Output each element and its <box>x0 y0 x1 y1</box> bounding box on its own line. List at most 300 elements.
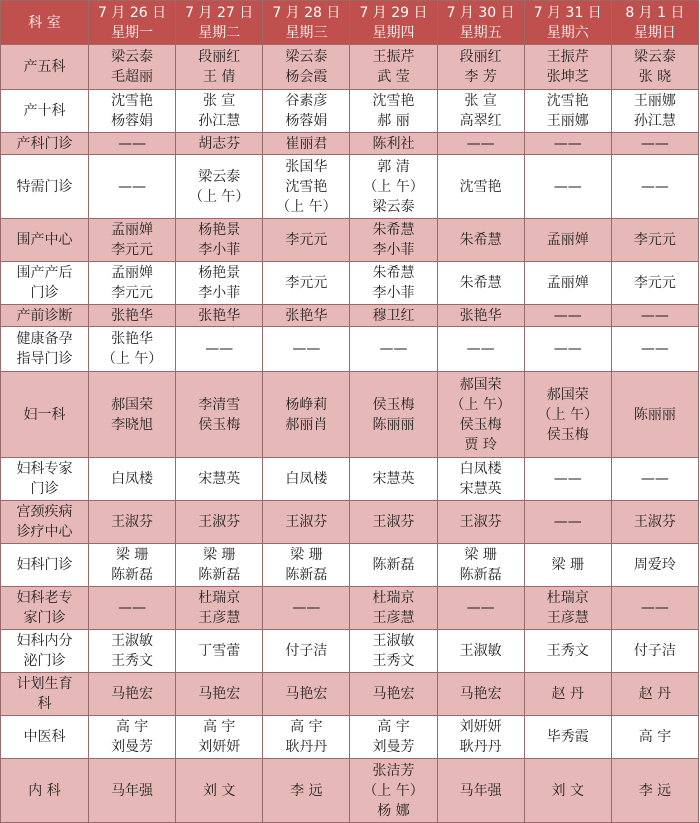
staff-name-line: 李小菲 <box>198 285 241 301</box>
dept-cell <box>1 673 89 716</box>
staff-name-line: —— <box>292 600 321 616</box>
dept-cell <box>1 501 89 544</box>
duty-cell <box>611 155 698 219</box>
duty-cell <box>350 45 437 90</box>
staff-name-line: 高 宇 <box>638 729 672 745</box>
duty-cell <box>524 759 611 823</box>
dept-cell <box>1 716 89 759</box>
duty-cell <box>437 45 524 90</box>
dept-name-line: 泌门诊 <box>23 653 66 669</box>
day-header <box>89 1 176 45</box>
duty-cell <box>524 219 611 262</box>
staff-name-line: 梁 珊 <box>202 547 236 563</box>
staff-name-line: 李元元 <box>111 242 154 258</box>
duty-cell <box>524 544 611 587</box>
duty-cell <box>611 458 698 501</box>
schedule-row <box>1 501 699 544</box>
staff-name-line: 刘曼芳 <box>372 739 415 755</box>
dept-column-header: 科 室 <box>1 1 89 45</box>
dept-cell <box>1 587 89 630</box>
duty-cell <box>437 501 524 544</box>
duty-cell <box>611 262 698 305</box>
staff-name-line: 侯玉梅 <box>546 426 589 443</box>
duty-cell <box>176 327 263 372</box>
staff-name-line: 孟丽婵 <box>111 265 154 281</box>
duty-cell <box>176 90 263 133</box>
schedule-row <box>1 327 699 372</box>
duty-cell <box>350 544 437 587</box>
staff-name-line: 陈新磊 <box>459 567 502 583</box>
staff-name-line: 丁雪蕾 <box>198 643 241 659</box>
duty-cell <box>524 458 611 501</box>
dept-cell <box>1 219 89 262</box>
duty-cell <box>89 372 176 458</box>
schedule-row <box>1 219 699 262</box>
staff-name-line: 李元元 <box>285 275 328 291</box>
dept-name-line: 中医科 <box>23 729 66 745</box>
staff-name-line: 沈雪艳 <box>459 178 502 195</box>
staff-name-line: 张艳华 <box>111 307 154 324</box>
staff-name-line: 张艳华 <box>459 307 502 324</box>
duty-cell <box>89 501 176 544</box>
duty-cell <box>176 45 263 90</box>
staff-name-line: 王振芹 <box>372 49 415 65</box>
dept-cell <box>1 90 89 133</box>
staff-name-line: 马年强 <box>459 782 502 799</box>
duty-cell <box>524 45 611 90</box>
staff-name-line: 耿丹丹 <box>285 739 328 755</box>
staff-name-line: 杨蓉娟 <box>111 113 154 129</box>
dept-name-line: 特需门诊 <box>16 178 73 195</box>
schedule-row <box>1 45 699 90</box>
staff-name-line: 郝 丽 <box>377 113 410 129</box>
staff-name-line: 孙江慧 <box>633 113 676 129</box>
staff-name-line: 付子洁 <box>633 643 676 659</box>
staff-name-line: 张 宣 <box>202 93 236 109</box>
staff-name-line: 侯玉梅 <box>372 396 415 413</box>
duty-cell <box>350 630 437 673</box>
staff-name-line: 王 倩 <box>202 69 236 85</box>
staff-name-line: 王丽娜 <box>546 113 589 129</box>
staff-name-line: 侯玉梅 <box>198 416 241 433</box>
duty-cell <box>263 673 350 716</box>
dept-name-line: 产前诊断 <box>16 307 73 324</box>
staff-name-line: 孟丽婵 <box>546 275 589 291</box>
staff-name-line: 高 宇 <box>115 719 149 735</box>
dept-name-line: 健康备孕 <box>16 331 73 347</box>
staff-name-line: 张艳华 <box>111 331 154 347</box>
day-weekday: 星期五 <box>459 24 502 41</box>
dept-name-line: 产五科 <box>23 59 66 75</box>
duty-cell <box>89 587 176 630</box>
staff-name-line: 王淑敏 <box>372 633 415 649</box>
staff-name-line: 张艳华 <box>198 307 241 324</box>
staff-name-line: 张艳华 <box>285 307 328 324</box>
staff-name-line: 孟丽婵 <box>111 222 154 238</box>
staff-name-line: 张 宣 <box>464 93 497 109</box>
staff-name-line: —— <box>379 341 408 357</box>
staff-name-line: 马艳宏 <box>198 686 241 702</box>
dept-cell <box>1 305 89 327</box>
staff-name-line: 白凤楼 <box>285 471 328 487</box>
staff-name-line: 杨蓉娟 <box>285 113 328 129</box>
duty-cell <box>263 587 350 630</box>
staff-name-line: 王淑芬 <box>633 514 676 530</box>
duty-cell <box>611 716 698 759</box>
duty-cell <box>350 219 437 262</box>
staff-name-line: 周爱玲 <box>633 557 676 573</box>
duty-cell <box>176 673 263 716</box>
duty-cell <box>437 155 524 219</box>
duty-cell <box>350 587 437 630</box>
day-date: 7 月 26 日 <box>98 4 167 21</box>
duty-cell <box>437 544 524 587</box>
duty-cell <box>263 716 350 759</box>
staff-name-line: 王淑芬 <box>459 514 502 530</box>
duty-cell <box>524 262 611 305</box>
duty-cell <box>437 587 524 630</box>
staff-name-line: 沈雪艳 <box>285 178 328 195</box>
duty-cell <box>89 458 176 501</box>
duty-cell <box>611 45 698 90</box>
dept-name-line: 妇科门诊 <box>16 557 73 573</box>
schedule-row <box>1 759 699 823</box>
staff-name-line: 李元元 <box>111 285 154 301</box>
duty-cell <box>176 630 263 673</box>
duty-cell <box>89 133 176 155</box>
staff-name-line: 郝国荣 <box>111 396 154 413</box>
duty-cell <box>524 501 611 544</box>
staff-name-line: 高翠红 <box>459 113 502 129</box>
staff-name-line: 杨峥莉 <box>285 396 328 413</box>
duty-cell <box>89 155 176 219</box>
schedule-row <box>1 372 699 458</box>
staff-name-line: —— <box>118 600 147 616</box>
dept-name-line: 计划生育 <box>16 676 73 692</box>
staff-name-line: 李 远 <box>290 782 323 799</box>
staff-name-line: 梁云泰 <box>198 168 241 185</box>
staff-name-line: 杨艳景 <box>198 222 241 238</box>
staff-name-line: 王秀文 <box>546 643 589 659</box>
day-weekday: 星期六 <box>546 24 589 41</box>
duty-cell <box>263 155 350 219</box>
staff-name-line: 马艳宏 <box>111 686 154 702</box>
duty-cell <box>176 262 263 305</box>
staff-name-line: 李小菲 <box>372 285 415 301</box>
day-weekday: 星期一 <box>111 24 154 41</box>
staff-name-line: 刘妍妍 <box>459 719 502 735</box>
staff-name-line: 高 宇 <box>377 719 410 735</box>
dept-cell <box>1 45 89 90</box>
duty-cell <box>611 587 698 630</box>
staff-name-line: 梁 珊 <box>464 547 497 563</box>
day-date: 7 月 31 日 <box>533 4 602 21</box>
staff-name-line: 陈丽丽 <box>633 406 676 423</box>
staff-name-line: 刘 文 <box>551 782 584 799</box>
day-date: 7 月 28 日 <box>272 4 341 21</box>
staff-name-line: 侯玉梅 <box>459 416 502 433</box>
staff-name-line: 王淑芬 <box>285 514 328 530</box>
staff-name-line: 王振芹 <box>546 49 589 65</box>
staff-name-line: 崔丽君 <box>285 135 328 152</box>
duty-cell <box>176 587 263 630</box>
duty-cell <box>437 305 524 327</box>
duty-cell <box>89 327 176 372</box>
staff-name-line: —— <box>466 135 495 152</box>
duty-cell <box>524 587 611 630</box>
dept-cell <box>1 458 89 501</box>
staff-name-line: 张洁芳 <box>372 762 415 779</box>
duty-cell <box>89 262 176 305</box>
duty-cell <box>263 458 350 501</box>
staff-name-line: 陈新磊 <box>285 567 328 583</box>
duty-cell <box>350 716 437 759</box>
dept-name-line: 妇科老专 <box>16 590 73 606</box>
staff-name-line: 李小菲 <box>372 242 415 258</box>
duty-cell <box>611 673 698 716</box>
duty-cell <box>350 133 437 155</box>
duty-cell <box>350 262 437 305</box>
duty-cell <box>350 759 437 823</box>
duty-cell <box>524 716 611 759</box>
staff-name-line: 李元元 <box>633 232 676 248</box>
dept-cell <box>1 372 89 458</box>
duty-cell <box>437 716 524 759</box>
dept-name-line: 科 <box>37 696 52 712</box>
staff-name-line: —— <box>640 600 669 616</box>
duty-cell <box>176 544 263 587</box>
staff-name-line: —— <box>640 178 669 195</box>
duty-cell <box>524 673 611 716</box>
duty-cell <box>89 90 176 133</box>
staff-name-line: 朱希慧 <box>459 275 502 291</box>
staff-name-line: 段丽红 <box>459 49 502 65</box>
staff-name-line: 朱希慧 <box>372 222 415 238</box>
duty-cell <box>263 544 350 587</box>
staff-name-line: 王淑芬 <box>111 514 154 530</box>
day-header <box>263 1 350 45</box>
duty-cell <box>350 327 437 372</box>
dept-name-line: 内 科 <box>28 782 61 799</box>
duty-cell <box>524 327 611 372</box>
schedule-row <box>1 155 699 219</box>
staff-name-line: （上 午） <box>363 178 424 195</box>
staff-name-line: —— <box>118 135 147 152</box>
staff-name-line: 穆卫红 <box>372 307 415 324</box>
staff-name-line: 王彦慧 <box>372 610 415 626</box>
duty-cell <box>89 716 176 759</box>
staff-name-line: （上 午） <box>537 406 598 423</box>
dept-name-line: 妇科专家 <box>16 461 73 477</box>
staff-name-line: 朱希慧 <box>459 232 502 248</box>
staff-name-line: 高 宇 <box>290 719 323 735</box>
duty-cell <box>611 219 698 262</box>
dept-name-line: 指导门诊 <box>16 351 73 367</box>
staff-name-line: 李清雪 <box>198 396 241 413</box>
staff-name-line: 孙江慧 <box>198 113 241 129</box>
dept-name-line: 产科门诊 <box>16 135 73 152</box>
staff-name-line: 马艳宏 <box>285 686 328 702</box>
duty-cell <box>611 90 698 133</box>
staff-name-line: 郝国荣 <box>459 376 502 393</box>
staff-name-line: 王淑芬 <box>198 514 241 530</box>
dept-name-line: 围产中心 <box>16 232 73 248</box>
day-weekday: 星期四 <box>372 24 415 41</box>
staff-name-line: 孟丽婵 <box>546 232 589 248</box>
staff-name-line: 毕秀霞 <box>546 729 589 745</box>
duty-cell <box>176 716 263 759</box>
staff-name-line: —— <box>640 135 669 152</box>
schedule-row <box>1 716 699 759</box>
duty-cell <box>437 327 524 372</box>
schedule-row <box>1 630 699 673</box>
duty-cell <box>350 155 437 219</box>
staff-name-line: 王淑敏 <box>111 633 154 649</box>
staff-name-line: 梁云泰 <box>111 49 154 65</box>
schedule-row <box>1 305 699 327</box>
duty-cell <box>437 219 524 262</box>
staff-name-line: 陈新磊 <box>198 567 241 583</box>
staff-name-line: 陈新磊 <box>111 567 154 583</box>
staff-name-line: 段丽红 <box>198 49 241 65</box>
header-row <box>1 1 699 45</box>
dept-name-line: 妇一科 <box>23 406 66 423</box>
staff-name-line: 沈雪艳 <box>372 93 415 109</box>
duty-cell <box>89 759 176 823</box>
staff-name-line: 张坤芝 <box>546 69 589 85</box>
dept-cell <box>1 262 89 305</box>
staff-name-line: —— <box>640 341 669 357</box>
staff-name-line: —— <box>205 341 234 357</box>
staff-name-line: 王彦慧 <box>546 610 589 626</box>
staff-name-line: 梁云泰 <box>285 49 328 65</box>
dept-cell <box>1 544 89 587</box>
staff-name-line: 杨艳景 <box>198 265 241 281</box>
schedule-row <box>1 458 699 501</box>
staff-name-line: 梁 珊 <box>551 557 584 573</box>
staff-name-line: 宋慧英 <box>198 471 241 487</box>
duty-cell <box>176 155 263 219</box>
duty-cell <box>524 630 611 673</box>
staff-name-line: 李元元 <box>285 232 328 248</box>
duty-cell <box>176 759 263 823</box>
duty-cell <box>176 458 263 501</box>
duty-cell <box>437 90 524 133</box>
duty-cell <box>263 90 350 133</box>
dept-name-line: 诊疗中心 <box>16 524 73 540</box>
duty-cell <box>611 305 698 327</box>
staff-name-line: —— <box>553 178 582 195</box>
staff-name-line: 梁云泰 <box>372 198 415 215</box>
staff-name-line: 胡志芬 <box>198 135 241 152</box>
staff-name-line: 王淑敏 <box>459 643 502 659</box>
staff-name-line: 李 远 <box>638 782 672 799</box>
staff-name-line: 张 晓 <box>638 69 672 85</box>
staff-name-line: 郝国荣 <box>546 386 589 403</box>
staff-name-line: 付子洁 <box>285 643 328 659</box>
duty-cell <box>611 133 698 155</box>
staff-name-line: 白凤楼 <box>111 471 154 487</box>
duty-cell <box>437 630 524 673</box>
staff-name-line: 赵 丹 <box>638 686 672 702</box>
staff-name-line: 沈雪艳 <box>546 93 589 109</box>
staff-name-line: —— <box>553 135 582 152</box>
schedule-row <box>1 133 699 155</box>
staff-name-line: 杨 娜 <box>377 802 410 819</box>
staff-name-line: 李小菲 <box>198 242 241 258</box>
dept-cell <box>1 327 89 372</box>
duty-cell <box>89 673 176 716</box>
staff-name-line: 梁 珊 <box>115 547 149 563</box>
duty-cell <box>350 372 437 458</box>
staff-name-line: 梁云泰 <box>633 49 676 65</box>
duty-cell <box>263 45 350 90</box>
dept-name-line: 妇科内分 <box>16 633 73 649</box>
staff-name-line: （上 午） <box>450 396 511 413</box>
duty-cell <box>437 458 524 501</box>
day-date: 7 月 29 日 <box>359 4 428 21</box>
schedule-row <box>1 90 699 133</box>
duty-cell <box>611 327 698 372</box>
dept-cell <box>1 133 89 155</box>
dept-name-line: 产十科 <box>23 103 66 119</box>
day-date: 7 月 27 日 <box>185 4 254 21</box>
staff-name-line: 陈利社 <box>372 135 415 152</box>
staff-name-line: 赵 丹 <box>551 686 584 702</box>
schedule-row <box>1 587 699 630</box>
staff-name-line: 宋慧英 <box>459 481 502 497</box>
duty-cell <box>437 372 524 458</box>
staff-name-line: 马年强 <box>111 782 154 799</box>
staff-name-line: 郝丽肖 <box>285 416 328 433</box>
duty-cell <box>350 305 437 327</box>
staff-name-line: （上 午） <box>276 198 337 215</box>
staff-name-line: 宋慧英 <box>372 471 415 487</box>
staff-name-line: 耿丹丹 <box>459 739 502 755</box>
staff-name-line: 马艳宏 <box>459 686 502 702</box>
duty-cell <box>611 372 698 458</box>
staff-name-line: —— <box>466 341 495 357</box>
duty-cell <box>350 673 437 716</box>
schedule-row <box>1 544 699 587</box>
duty-cell <box>263 327 350 372</box>
day-date: 7 月 30 日 <box>446 4 515 21</box>
duty-cell <box>176 133 263 155</box>
staff-name-line: 马艳宏 <box>372 686 415 702</box>
day-date: 8 月 1 日 <box>625 4 685 21</box>
staff-name-line: 王秀文 <box>111 653 154 669</box>
dept-name-line: 家门诊 <box>23 610 66 626</box>
duty-cell <box>437 673 524 716</box>
staff-name-line: —— <box>553 307 582 324</box>
staff-name-line: 高 宇 <box>202 719 236 735</box>
duty-cell <box>524 372 611 458</box>
duty-cell <box>176 501 263 544</box>
duty-cell <box>89 219 176 262</box>
staff-name-line: 杜瑞京 <box>372 590 415 606</box>
staff-name-line: 贾 玲 <box>464 436 497 453</box>
duty-cell <box>263 372 350 458</box>
staff-name-line: （上 午） <box>188 188 250 205</box>
day-weekday: 星期日 <box>633 24 676 41</box>
staff-name-line: 郭 清 <box>377 158 410 175</box>
duty-cell <box>263 759 350 823</box>
staff-name-line: 朱希慧 <box>372 265 415 281</box>
schedule-body <box>1 45 699 823</box>
dept-cell <box>1 630 89 673</box>
duty-cell <box>176 372 263 458</box>
day-header <box>350 1 437 45</box>
